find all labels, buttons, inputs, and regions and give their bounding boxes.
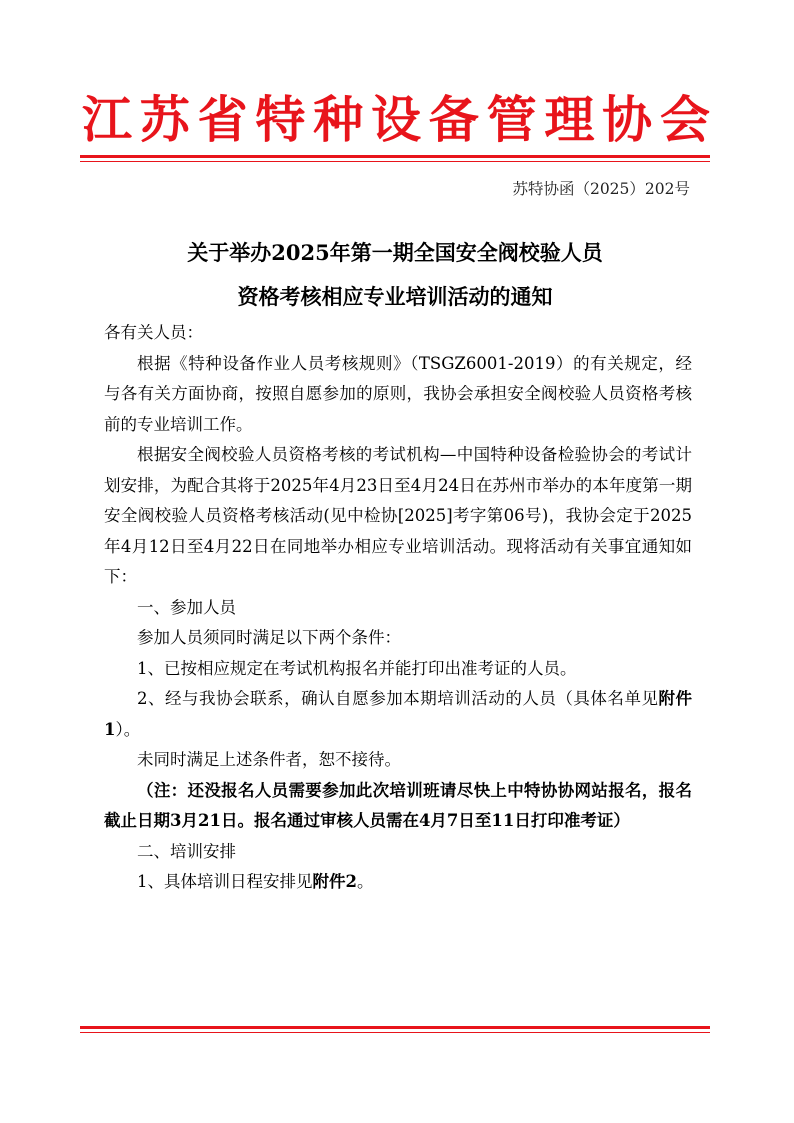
org-name-char: 会	[659, 90, 710, 149]
paragraph-1: 根据《特种设备作业人员考核规则》（TSGZ6001-2019）的有关规定，经与各有关方面协商，按照自愿参加的原则，我协会承担安全阀校验人员资格考核前的专业培训工作。	[104, 353, 692, 434]
org-name-char: 备	[428, 90, 479, 149]
paragraph-2: 根据安全阀校验人员资格考核的考试机构—中国特种设备检验协会的考试计划安排，为配合其将于2025年4月23日至4月24日在苏州市举办的本年度第一期安全阀校验人员资格考核活动(见中检协[2025]考字第06号)，我协会定于2025年4月12日至4月22日在同地举办相应专业培训活动。现将活动有关事宜通知如下：	[104, 445, 692, 586]
condition-2-text: 2、经与我协会联系，确认自愿参加本期培训活动的人员（具体名单见	[137, 689, 659, 708]
condition-2-end: ）。	[115, 719, 141, 739]
org-name-char: 苏	[139, 90, 190, 149]
org-name-char: 设	[370, 90, 421, 149]
training-item-1-text: 1、具体培训日程安排见	[137, 872, 313, 891]
org-name-masthead	[82, 88, 710, 152]
org-name-char: 种	[313, 90, 364, 149]
footer-rule-thick	[80, 1026, 710, 1029]
condition-2	[104, 684, 692, 745]
registration-note: （注：还没报名人员需要参加此次培训班请尽快上中特协协网站报名，报名截止日期3月21日。报名通过审核人员需在4月7日至11日打印准考证）	[104, 780, 692, 830]
document-body	[104, 318, 692, 898]
org-name-char: 理	[544, 90, 595, 149]
footer-rule-thin	[80, 1032, 710, 1033]
attachment-1-ref: 附件1	[104, 689, 692, 739]
title-line-2: 资格考核相应专业培训活动的通知	[237, 284, 553, 309]
salutation: 各有关人员：	[104, 323, 203, 342]
training-item-1	[104, 867, 692, 898]
attachment-2-ref: 附件2	[312, 872, 357, 891]
org-name-char: 特	[255, 90, 306, 149]
training-item-1-end: 。	[356, 872, 374, 891]
org-name-char: 协	[602, 90, 653, 149]
section-heading-2: 二、培训安排	[137, 841, 236, 861]
header-rule-thin	[80, 161, 710, 162]
section-heading-1: 一、参加人员	[137, 597, 236, 617]
header-rule-thick	[80, 155, 710, 158]
title-line-1: 关于举办2025年第一期全国安全阀校验人员	[187, 240, 603, 265]
org-name-char: 管	[486, 90, 537, 149]
not-accepted-note: 未同时满足上述条件者，恕不接待。	[137, 750, 401, 769]
document-number: 苏特协函（2025）202号	[512, 180, 690, 198]
org-name-char: 省	[197, 90, 248, 149]
conditions-intro: 参加人员须同时满足以下两个条件：	[137, 628, 401, 647]
condition-1: 1、已按相应规定在考试机构报名并能打印出准考证的人员。	[137, 658, 577, 678]
org-name-char: 江	[82, 90, 132, 149]
